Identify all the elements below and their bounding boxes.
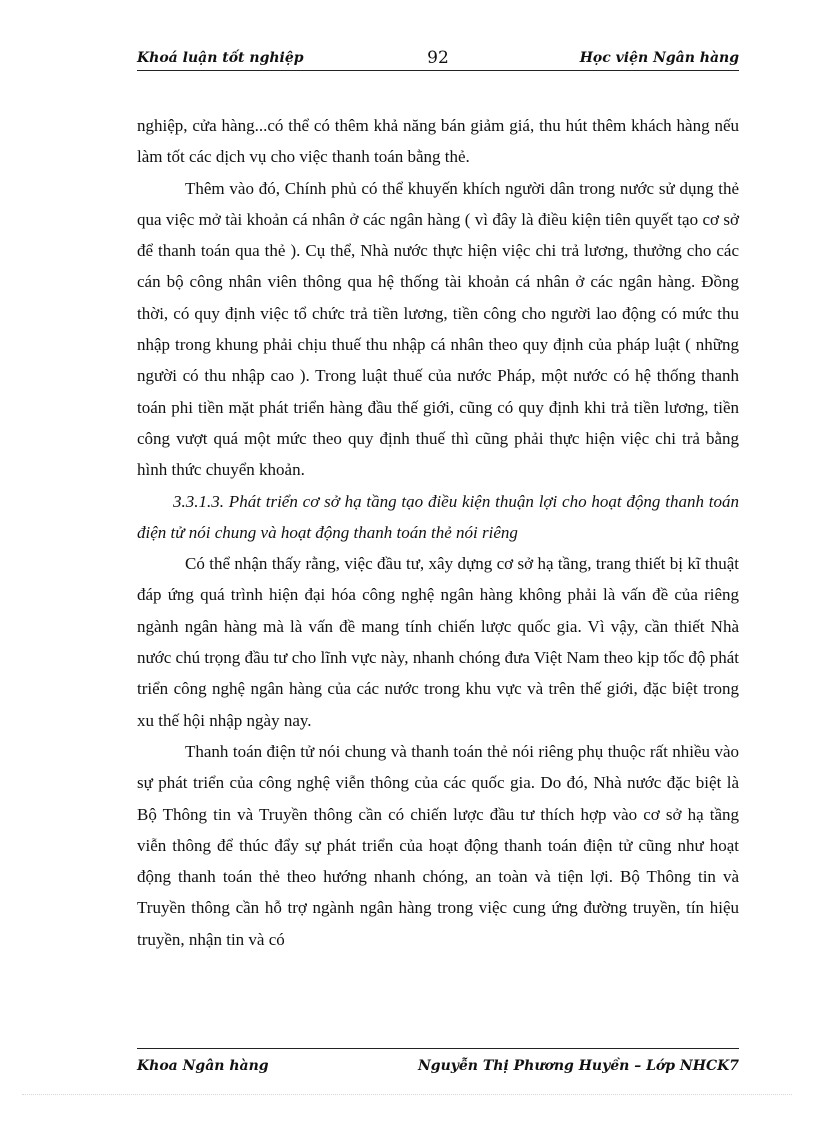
paragraph: Thêm vào đó, Chính phủ có thể khuyến khích người dân trong nước sử dụng thẻ qua việc mở tài khoản cá nhân ở các ngân hàng ( vì đây là điều kiện tiên quyết tạo cơ sở để thanh toán qua thẻ ). Cụ thể, Nhà nước thực hiện việc chi trả lương, thưởng cho các cán bộ công nhân viên thông qua hệ thống tài khoản cá nhân ở các ngân hàng. Đồng thời, có quy định việc tổ chức trả tiền lương, tiền công cho người lao động có mức thu nhập trong khung phải chịu thuế thu nhập cá nhân theo quy định của pháp luật ( những người có thu nhập cao ). Trong luật thuế của nước Pháp, một nước có hệ thống thanh toán phi tiền mặt phát triển hàng đầu thế giới, cũng có quy định khi trả tiền lương, tiền công vượt quá một mức theo quy định thuế thì cũng phải thực hiện việc chi trả bằng hình thức chuyển khoản.: [137, 178, 739, 480]
page-footer: [137, 1048, 739, 1079]
header-institution: Học viện Ngân hàng: [579, 50, 739, 66]
header-thesis-title: Khoá luận tốt nghiệp: [137, 50, 304, 66]
page-number: 92: [427, 48, 449, 68]
document-body: [137, 110, 739, 955]
paragraph: Có thể nhận thấy rằng, việc đầu tư, xây dựng cơ sở hạ tầng, trang thiết bị kĩ thuật đáp ứng quá trình hiện đại hóa công nghệ ngân hàng không phải là vấn đề của riêng ngành ngân hàng mà là vấn đề mang tính chiến lược quốc gia. Vì vậy, cần thiết Nhà nước chú trọng đầu tư cho lĩnh vực này, nhanh chóng đưa Việt Nam theo kịp tốc độ phát triển công nghệ ngân hàng của các nước trong khu vực và trên thế giới, đặc biệt trong xu thế hội nhập ngày nay.: [137, 554, 739, 730]
footer-department: Khoa Ngân hàng: [137, 1058, 269, 1074]
footer-author: Nguyễn Thị Phương Huyền – Lớp NHCK7: [417, 1058, 739, 1074]
paragraph-continuation: nghiệp, cửa hàng...có thể có thêm khả năng bán giảm giá, thu hút thêm khách hàng nếu làm tốt các dịch vụ cho việc thanh toán bằng thẻ.: [137, 116, 739, 167]
paragraph: Thanh toán điện tử nói chung và thanh toán thẻ nói riêng phụ thuộc rất nhiều vào sự phát triển của công nghệ viễn thông của các quốc gia. Do đó, Nhà nước đặc biệt là Bộ Thông tin và Truyền thông cần có chiến lược đầu tư thích hợp vào cơ sở hạ tầng viễn thông để thúc đẩy sự phát triển của hoạt động thanh toán điện tử cũng như hoạt động thanh toán thẻ theo hướng nhanh chóng, an toàn và tiện lợi. Bộ Thông tin và Truyền thông cần hỗ trợ ngành ngân hàng trong việc cung ứng đường truyền, tín hiệu truyền, nhận tin và có: [137, 741, 739, 949]
page-header: [137, 48, 739, 71]
section-heading: 3.3.1.3. Phát triển cơ sở hạ tầng tạo điều kiện thuận lợi cho hoạt động thanh toán điện tử nói chung và hoạt động thanh toán thẻ nói riêng: [137, 491, 739, 542]
page-bottom-divider: [22, 1094, 792, 1095]
